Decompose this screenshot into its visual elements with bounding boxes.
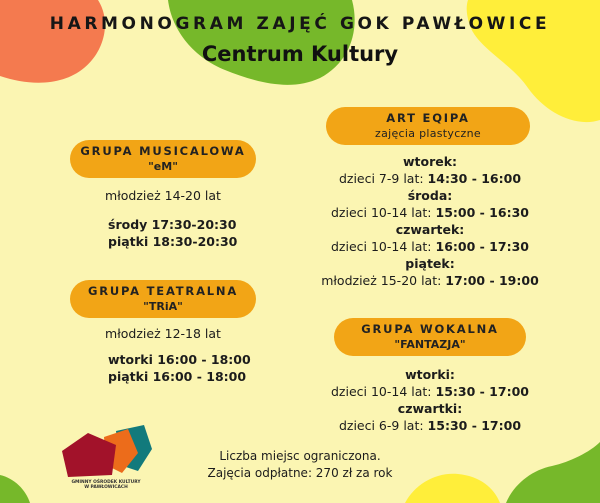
art-slot-1-label: dzieci 7-9 lat: [338,171,428,186]
art-day-1: wtorek: [402,154,458,169]
group-art-badge [326,107,530,145]
group-theatre-name: GRUPA TEATRALNA [87,284,239,298]
vocal-slot-2 [310,418,550,433]
group-art-name: ART EQIPA [386,111,470,125]
vocal-slot-1 [310,384,550,399]
group-musical-schedule-1: środy 17:30-20:30 [108,217,237,232]
art-slot-2 [310,205,550,220]
art-slot-4-label: młodzież 15-20 lat: [321,273,446,288]
art-slot-4 [300,273,560,288]
art-day-2: środa: [407,188,453,203]
group-art-subtitle: zajęcia plastyczne [375,127,481,140]
art-slot-3 [310,239,550,254]
gok-logo [58,425,158,491]
group-theatre-badge [70,280,256,318]
art-slot-2-label: dzieci 10-14 lat: [331,205,436,220]
group-vocal-name: GRUPA WOKALNA [361,322,499,336]
group-vocal-badge [334,318,526,356]
art-day-3: czwartek: [395,222,465,237]
art-slot-2-time: 15:00 - 16:30 [435,205,529,220]
art-slot-4-time: 17:00 - 19:00 [445,273,539,288]
group-theatre-age: młodzież 12-18 lat [105,326,221,341]
footer-fee: Zajęcia odpłatne: 270 zł za rok [207,466,393,480]
vocal-day-2: czwartki: [397,401,463,416]
group-theatre-nickname: "TRiA" [143,300,183,313]
vocal-slot-1-label: dzieci 10-14 lat: [331,384,436,399]
group-musical-badge [70,140,256,178]
poster-subtitle: Centrum Kultury [201,42,399,66]
vocal-slot-2-time: 15:30 - 17:00 [427,418,522,433]
art-day-4: piątek: [405,256,455,271]
group-musical-schedule-2: piątki 18:30-20:30 [108,234,238,249]
group-musical-age: młodzież 14-20 lat [105,188,221,203]
vocal-slot-2-label: dzieci 6-9 lat: [338,418,428,433]
vocal-day-1: wtorki: [405,367,455,382]
art-slot-3-label: dzieci 10-14 lat: [331,239,436,254]
art-slot-3-time: 16:00 - 17:30 [435,239,529,254]
group-musical-nickname: "eM" [148,160,178,173]
group-theatre-schedule-1: wtorki 16:00 - 18:00 [108,352,251,367]
footer-limited-seats: Liczba miejsc ograniczona. [219,449,381,463]
gok-logo-line1: GMINNY OŚRODEK KULTURY [71,480,141,485]
vocal-slot-1-time: 15:30 - 17:00 [435,384,529,399]
group-musical-name: GRUPA MUSICALOWA [80,144,246,158]
poster-title: HARMONOGRAM ZAJĘĆ GOK PAWŁOWICE [49,14,551,34]
gok-logo-line2: W PAWŁOWICACH [84,485,128,490]
art-slot-1-time: 14:30 - 16:00 [427,171,522,186]
group-vocal-nickname: "FANTAZJA" [394,338,466,351]
art-slot-1 [310,171,550,186]
group-theatre-schedule-2: piątki 16:00 - 18:00 [108,369,247,384]
